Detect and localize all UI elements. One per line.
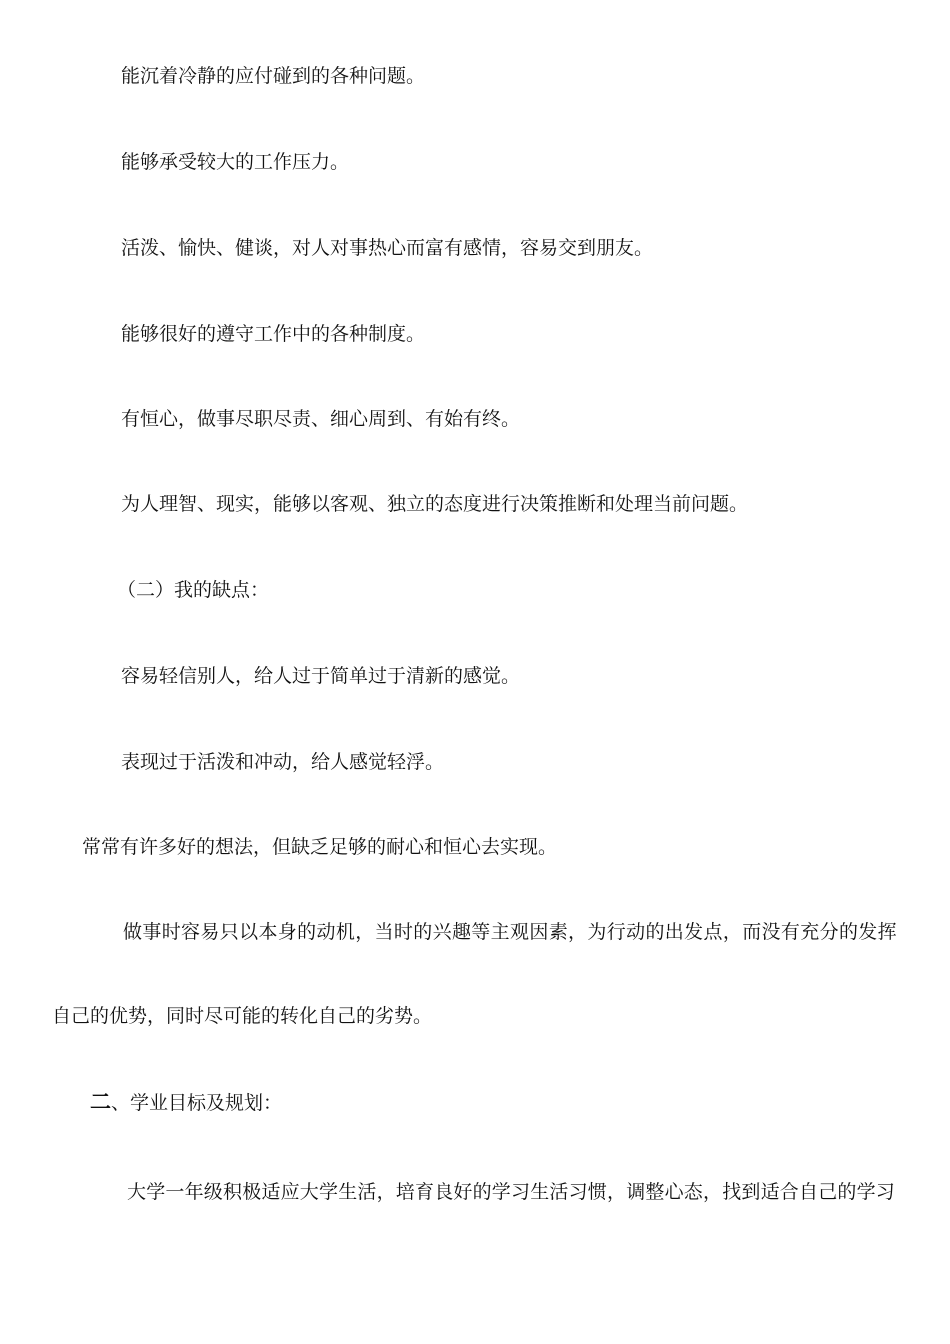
paragraph-line: 表现过于活泼和冲动，给人感觉轻浮。 xyxy=(121,751,445,773)
section-heading xyxy=(90,1090,282,1115)
subsection-heading: （二）我的缺点： xyxy=(117,579,270,601)
paragraph-line: 能沉着冷静的应付碰到的各种问题。 xyxy=(121,65,426,87)
paragraph-line: 能够承受较大的工作压力。 xyxy=(121,151,350,173)
section-heading-text: 、学业目标及规划： xyxy=(111,1092,283,1114)
paragraph-line: 能够很好的遵守工作中的各种制度。 xyxy=(121,323,426,345)
paragraph-line: 常常有许多好的想法，但缺乏足够的耐心和恒心去实现。 xyxy=(82,836,558,858)
paragraph-line: 活泼、愉快、健谈，对人对事热心而富有感情，容易交到朋友。 xyxy=(121,237,654,259)
paragraph-line: 容易轻信别人，给人过于简单过于清新的感觉。 xyxy=(121,665,521,687)
paragraph-line: 有恒心，做事尽职尽责、细心周到、有始有终。 xyxy=(121,408,521,430)
paragraph-line: 大学一年级积极适应大学生活，培育良好的学习生活习惯，调整心态，找到适合自己的学习 xyxy=(127,1181,896,1203)
paragraph-line: 自己的优势，同时尽可能的转化自己的劣势。 xyxy=(52,1005,433,1027)
paragraph-line: 为人理智、现实，能够以客观、独立的态度进行决策推断和处理当前问题。 xyxy=(121,493,749,515)
section-heading-number: 二 xyxy=(90,1090,111,1114)
paragraph-line: 做事时容易只以本身的动机，当时的兴趣等主观因素，为行动的出发点，而没有充分的发挥 xyxy=(123,921,898,943)
